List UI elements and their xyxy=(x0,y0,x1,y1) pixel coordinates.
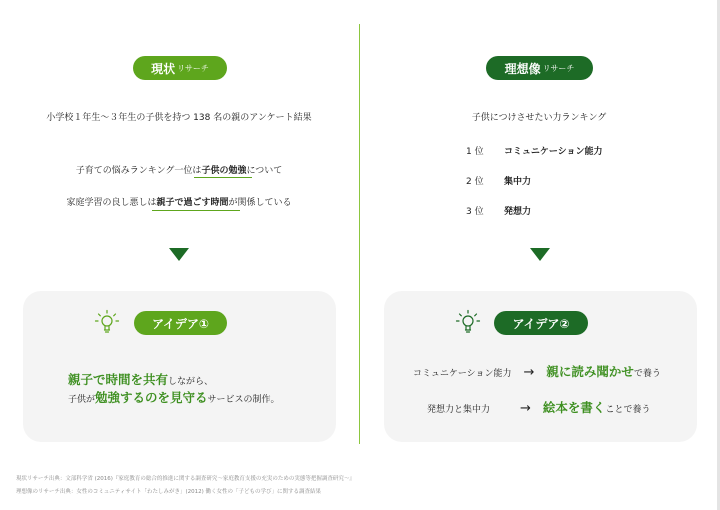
ranking-name: コミュニケーション能力 xyxy=(504,147,603,157)
ideal-research-header xyxy=(486,56,593,80)
idea-2-line-1 xyxy=(413,362,661,380)
idea-1-highlight-2: 勉強するのを見守る xyxy=(95,390,208,405)
current-research-subtitle: リサーチ xyxy=(177,63,209,73)
center-divider xyxy=(359,24,360,444)
current-research-title: 現状 xyxy=(151,61,176,76)
worry-line-pre: 子育ての悩みランキング一位は xyxy=(75,166,202,176)
study-line-pre: 家庭学習の良し悪しは xyxy=(66,198,157,208)
idea-1-line-2 xyxy=(68,388,280,406)
study-line-strong: 親子で過ごす時間 xyxy=(156,198,229,208)
ranking-row-3 xyxy=(466,204,531,217)
idea-2-line-2 xyxy=(427,398,650,416)
ideal-research-subtitle: リサーチ xyxy=(542,63,575,73)
arrow-down-icon xyxy=(169,248,189,261)
worry-line-post: について xyxy=(246,166,283,176)
idea-2-skill-1: コミュニケーション能力 xyxy=(413,369,512,379)
footnote-ideal-source: 理想像のリサーチ出典：女性のコミュニティサイト「わたしみがき」(2012) 働く女性の「子どもの学び」に関する調査結果 xyxy=(16,489,321,495)
study-underline xyxy=(152,210,240,211)
idea-1-highlight-1: 親子で時間を共有 xyxy=(68,372,169,387)
idea-2-method-1: 親に読み聞かせ xyxy=(546,364,634,379)
ranking-row-1 xyxy=(466,144,602,157)
footnote-current-source: 現状リサーチ出典：文部科学省 (2016)『家庭教育の総合的推進に関する調査研究～家庭教育支援の充実のための実態等把握調査研究～』 xyxy=(16,476,355,482)
lightbulb-icon xyxy=(94,309,120,335)
idea-1-text-2b: サービスの制作。 xyxy=(207,395,280,405)
idea-1-badge xyxy=(134,311,227,335)
idea-2-badge xyxy=(494,311,588,335)
idea-2-suffix-2: ことで養う xyxy=(605,405,651,415)
idea-2-method-2: 絵本を書く xyxy=(542,400,606,415)
study-time-line xyxy=(14,195,344,208)
idea-2-title: アイデア② xyxy=(512,316,570,331)
arrow-down-icon xyxy=(530,248,550,261)
ranking-number: 1 位 xyxy=(466,147,484,157)
idea-1-text-2a: 子供が xyxy=(68,395,96,405)
worry-line-strong: 子供の勉強 xyxy=(201,166,247,176)
survey-description: 小学校１年生～３年生の子供を持つ 138 名の親のアンケート結果 xyxy=(46,113,312,123)
idea-2-suffix-1: で養う xyxy=(633,369,661,379)
ranking-number: 2 位 xyxy=(466,177,484,187)
ranking-title: 子供につけさせたい力ランキング xyxy=(471,113,607,123)
worry-underline xyxy=(194,177,252,178)
ranking-row-2 xyxy=(466,174,531,187)
lightbulb-icon xyxy=(455,309,481,335)
ranking-name: 発想力 xyxy=(504,207,532,217)
ranking-number: 3 位 xyxy=(466,207,484,217)
idea-2-skill-2: 発想力と集中力 xyxy=(427,405,491,415)
arrow-right-icon: → xyxy=(523,365,535,380)
worry-ranking-line xyxy=(14,163,344,176)
ideal-research-title: 理想像 xyxy=(504,61,541,76)
idea-1-text-1: しながら、 xyxy=(168,377,214,387)
arrow-right-icon: → xyxy=(520,401,531,416)
idea-1-title: アイデア① xyxy=(151,316,210,331)
ranking-name: 集中力 xyxy=(504,177,532,187)
idea-1-line-1 xyxy=(68,370,213,388)
study-line-post: が関係している xyxy=(228,198,292,208)
current-research-header xyxy=(133,56,227,80)
